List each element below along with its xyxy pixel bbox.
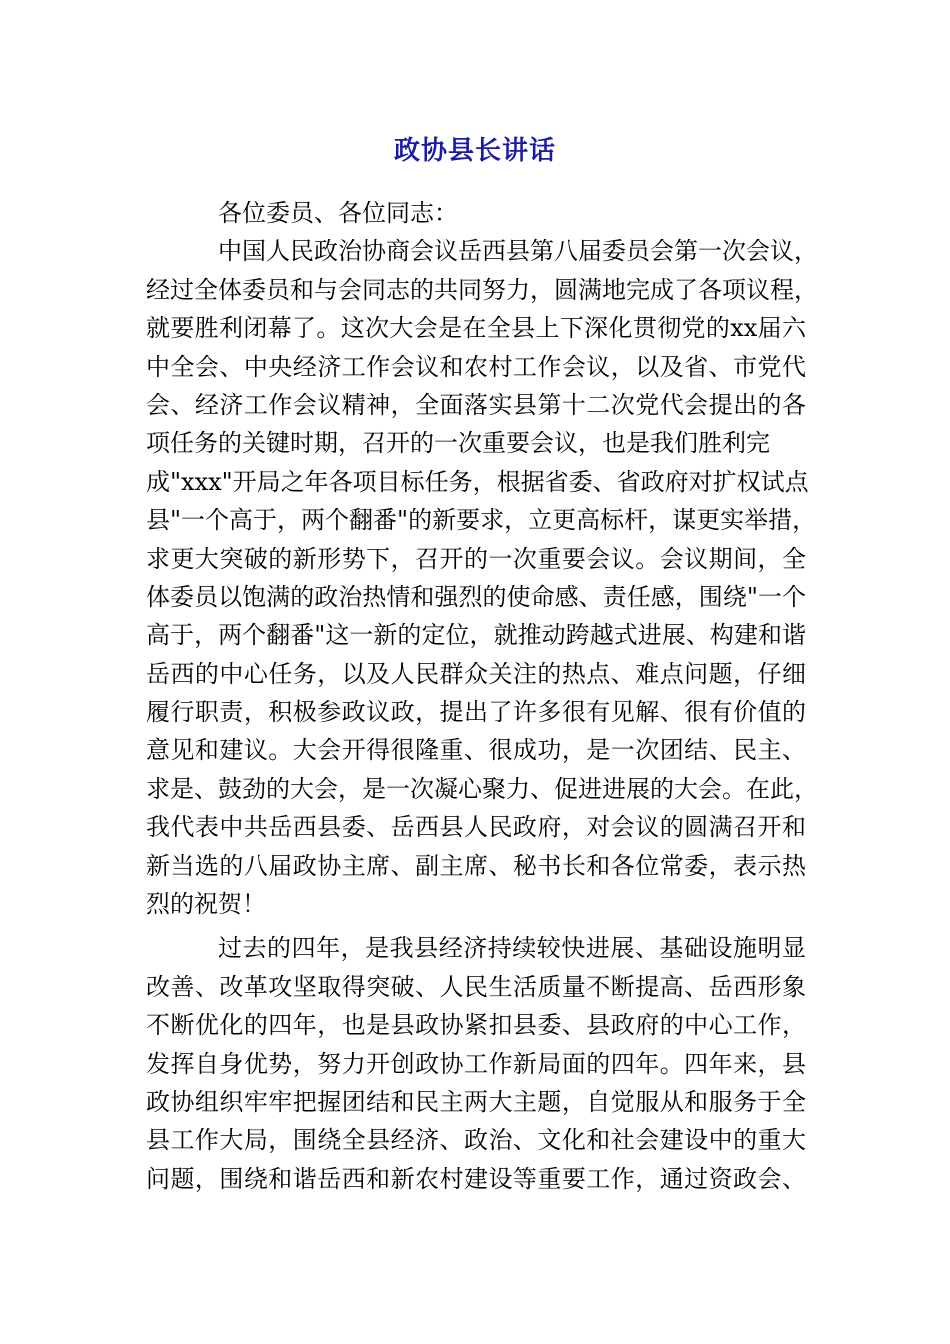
paragraph-line: 县工作大局，围绕全县经济、政治、文化和社会建设中的重大 xyxy=(146,1126,806,1155)
paragraph-line: 我代表中共岳西县委、岳西县人民政府，对会议的圆满召开和 xyxy=(146,813,806,842)
greeting-line: 各位委员、各位同志： xyxy=(218,199,458,227)
paragraph-line: 项任务的关键时期，召开的一次重要会议，也是我们胜利完 xyxy=(146,429,770,458)
paragraph-line: 中全会、中央经济工作会议和农村工作会议，以及省、市党代 xyxy=(146,352,806,381)
paragraph-line: 高于，两个翻番"这一新的定位，就推动跨越式进展、构建和谐 xyxy=(146,621,806,650)
paragraph-line: 中国人民政治协商会议岳西县第八届委员会第一次会议， xyxy=(218,237,818,266)
paragraph-2 xyxy=(146,929,806,1198)
paragraph-line: 政协组织牢牢把握团结和民主两大主题，自觉服从和服务于全 xyxy=(146,1087,806,1116)
paragraph-line: 改善、改革攻坚取得突破、人民生活质量不断提高、岳西形象 xyxy=(146,972,806,1001)
paragraph-line: 就要胜利闭幕了。这次大会是在全县上下深化贯彻党的xx届六 xyxy=(146,314,806,343)
paragraph-line: 问题，围绕和谐岳西和新农村建设等重要工作，通过资政会、 xyxy=(146,1164,806,1193)
paragraph-line: 岳西的中心任务，以及人民群众关注的热点、难点问题，仔细 xyxy=(146,659,806,688)
paragraph-line: 经过全体委员和与会同志的共同努力，圆满地完成了各项议程， xyxy=(146,275,818,304)
paragraph-line: 求是、鼓劲的大会，是一次凝心聚力、促进进展的大会。在此， xyxy=(146,774,818,803)
paragraph-line: 发挥自身优势，努力开创政协工作新局面的四年。四年来，县 xyxy=(146,1049,806,1078)
paragraph-1 xyxy=(146,232,818,923)
paragraph-line: 体委员以饱满的政治热情和强烈的使命感、责任感，围绕"一个 xyxy=(146,582,806,611)
paragraph-line: 求更大突破的新形势下，召开的一次重要会议。会议期间，全 xyxy=(146,544,806,573)
paragraph-line: 过去的四年，是我县经济持续较快进展、基础设施明显 xyxy=(218,934,806,963)
paragraph-line: 不断优化的四年，也是县政协紧扣县委、县政府的中心工作， xyxy=(146,1011,806,1040)
paragraph-line: 烈的祝贺！ xyxy=(146,890,266,919)
paragraph-line: 会、经济工作会议精神，全面落实县第十二次党代会提出的各 xyxy=(146,390,806,419)
paragraph-line: 意见和建议。大会开得很隆重、很成功，是一次团结、民主、 xyxy=(146,736,806,765)
paragraph-line: 新当选的八届政协主席、副主席、秘书长和各位常委，表示热 xyxy=(146,851,806,880)
document-title: 政协县长讲话 xyxy=(393,136,556,166)
paragraph-line: 履行职责，积极参政议政，提出了许多很有见解、很有价值的 xyxy=(146,698,806,727)
document-body xyxy=(146,194,818,1198)
paragraph-line: 成"xxx"开局之年各项目标任务，根据省委、省政府对扩权试点 xyxy=(146,467,809,496)
paragraph-line: 县"一个高于，两个翻番"的新要求，立更高标杆，谋更实举措， xyxy=(146,506,817,535)
